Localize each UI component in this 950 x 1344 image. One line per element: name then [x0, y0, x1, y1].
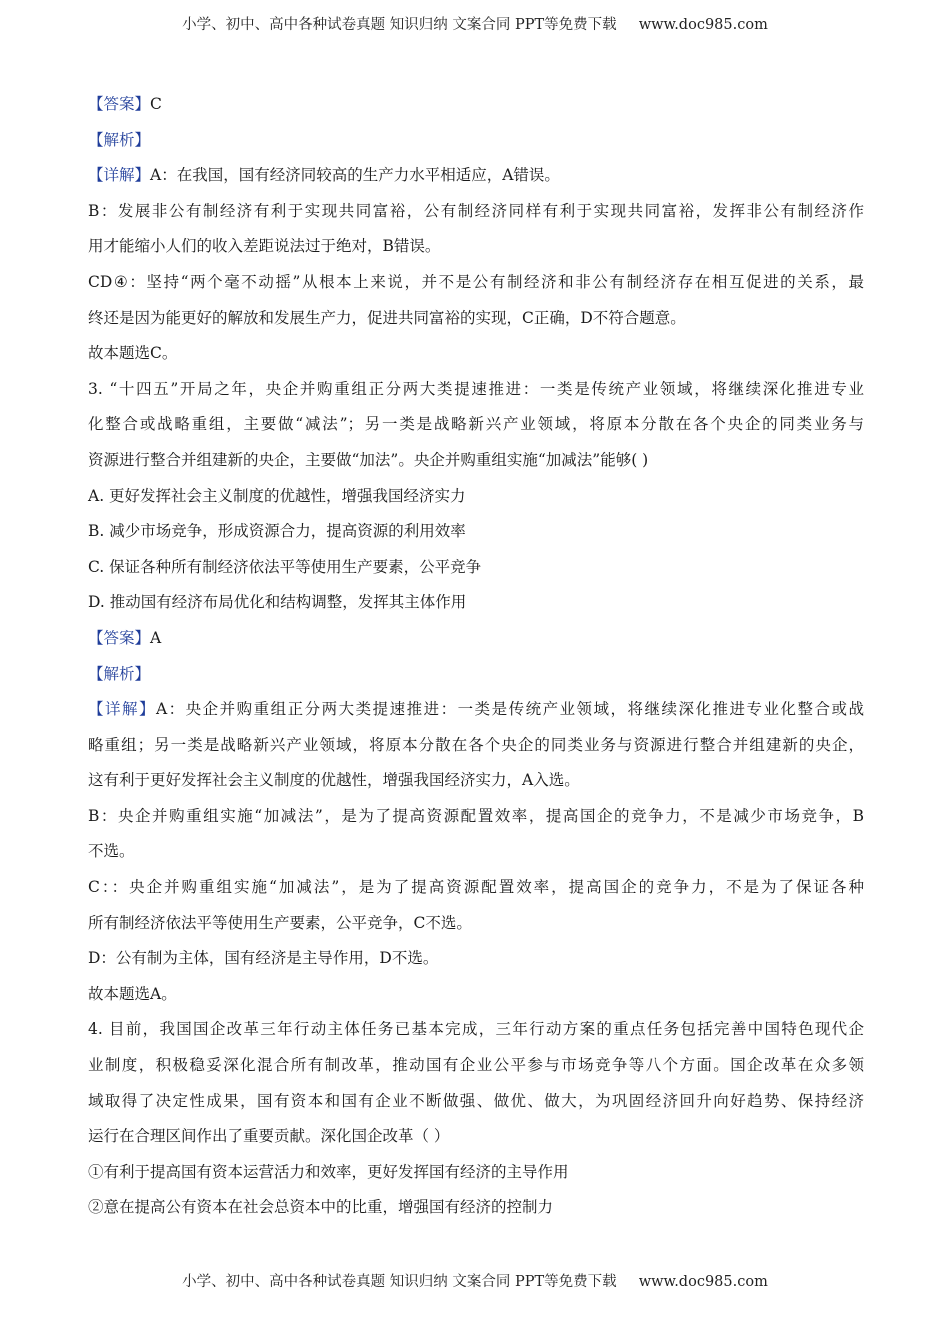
page-header — [0, 13, 950, 34]
q4-item-2: ②意在提高公有资本在社会总资本中的比重，增强国有经济的控制力 — [88, 1198, 554, 1217]
q4-stem-line1: 4. 目前，我国国企改革三年行动主体任务已基本完成，三年行动方案的重点任务包括完善中国特色现代企 — [88, 1020, 864, 1039]
analysis-tag: 【解析】 — [88, 130, 151, 149]
footer-site-link[interactable]: www.doc985.com — [638, 1274, 768, 1290]
q2-detail-cd-line1: CD④：坚持“两个毫不动摇”从根本上来说，并不是公有制经济和非公有制经济存在相互促进的关系，最 — [88, 272, 864, 291]
q4-stem-line3: 域取得了决定性成果，国有资本和国有企业不断做强、做优、做大，为巩固经济回升向好趋势、保持经济 — [88, 1091, 864, 1110]
q3-detail-c-line1: C：：央企并购重组实施“加减法”，是为了提高资源配置效率，提高国企的竞争力，不是为了保证各种 — [88, 878, 864, 897]
q3-analysis-line — [88, 657, 864, 693]
q3-option-a: A. 更好发挥社会主义制度的优越性，增强我国经济实力 — [88, 486, 466, 505]
q3-detail-b-line2: 不选。 — [88, 842, 135, 861]
q3-conclusion: 故本题选A。 — [88, 984, 177, 1003]
detail-tag: 【详解】 — [88, 700, 156, 719]
q3-answer: A — [150, 628, 162, 647]
analysis-tag: 【解析】 — [88, 664, 151, 683]
q2-detail-a — [88, 158, 864, 194]
q4-stem-line4: 运行在合理区间作出了重要贡献。深化国企改革（ ） — [88, 1127, 450, 1146]
q3-option-b: B. 减少市场竞争，形成资源合力，提高资源的利用效率 — [88, 522, 466, 541]
document-body — [88, 87, 864, 1226]
detail-tag: 【详解】 — [88, 166, 151, 185]
q2-answer: C — [150, 95, 162, 113]
answer-tag: 【答案】 — [88, 628, 151, 647]
q3-detail-a-line2: 略重组；另一类是战略新兴产业领域，将原本分散在各个央企的同类业务与资源进行整合并组建新的央企， — [88, 735, 864, 754]
q3-detail-c-line2: 所有制经济依法平等使用生产要素，公平竞争，C不选。 — [88, 913, 472, 932]
header-text: 小学、初中、高中各种试卷真题 知识归纳 文案合同 PPT等免费下载 — [182, 17, 617, 33]
q2-conclusion: 故本题选C。 — [88, 344, 178, 363]
q4-item-1: ①有利于提高国有资本运营活力和效率，更好发挥国有经济的主导作用 — [88, 1162, 569, 1181]
q3-detail-a-text: A：央企并购重组正分两大类提速推进：一类是传统产业领域，将继续深化推进专业化整合或战 — [155, 700, 864, 719]
page-footer — [0, 1270, 950, 1291]
q2-analysis-line — [88, 123, 864, 159]
q3-detail-a-line1 — [88, 692, 864, 728]
q3-stem-line1: 3. “十四五”开局之年，央企并购重组正分两大类提速推进：一类是传统产业领域，将继续深化推进专业 — [88, 379, 864, 398]
q3-answer-line — [88, 621, 864, 657]
q3-stem-line3: 资源进行整合并组建新的央企，主要做“加法”。央企并购重组实施“加减法”能够( ) — [88, 450, 649, 469]
q3-detail-a-line3: 这有利于更好发挥社会主义制度的优越性，增强我国经济实力，A入选。 — [88, 771, 580, 790]
q2-detail-cd-line2: 终还是因为能更好的解放和发展生产力，促进共同富裕的实现，C正确，D不符合题意。 — [88, 308, 686, 327]
header-site-link[interactable]: www.doc985.com — [638, 17, 768, 33]
q2-answer-line — [88, 87, 864, 123]
footer-text: 小学、初中、高中各种试卷真题 知识归纳 文案合同 PPT等免费下载 — [182, 1274, 617, 1290]
q3-detail-b-line1: B：央企并购重组实施“加减法”，是为了提高资源配置效率，提高国企的竞争力，不是减少市场竞争，B — [88, 806, 864, 825]
q3-option-d: D. 推动国有经济布局优化和结构调整，发挥其主体作用 — [88, 593, 467, 612]
q2-detail-b-line2: 用才能缩小人们的收入差距说法过于绝对，B错误。 — [88, 237, 441, 256]
q2-detail-a-text: A：在我国，国有经济同较高的生产力水平相适应，A错误。 — [150, 166, 560, 185]
q3-option-c: C. 保证各种所有制经济依法平等使用生产要素，公平竞争 — [88, 557, 482, 576]
q3-stem-line2: 化整合或战略重组，主要做“减法”；另一类是战略新兴产业领域，将原本分散在各个央企的同类业务与 — [88, 415, 864, 434]
q3-detail-d: D：公有制为主体，国有经济是主导作用，D不选。 — [88, 949, 439, 968]
q2-detail-b-line1: B：发展非公有制经济有利于实现共同富裕，公有制经济同样有利于实现共同富裕，发挥非公有制经济作 — [88, 201, 864, 220]
q4-stem-line2: 业制度，积极稳妥深化混合所有制改革，推动国有企业公平参与市场竞争等八个方面。国企改革在众多领 — [88, 1056, 864, 1075]
answer-tag: 【答案】 — [88, 95, 151, 113]
